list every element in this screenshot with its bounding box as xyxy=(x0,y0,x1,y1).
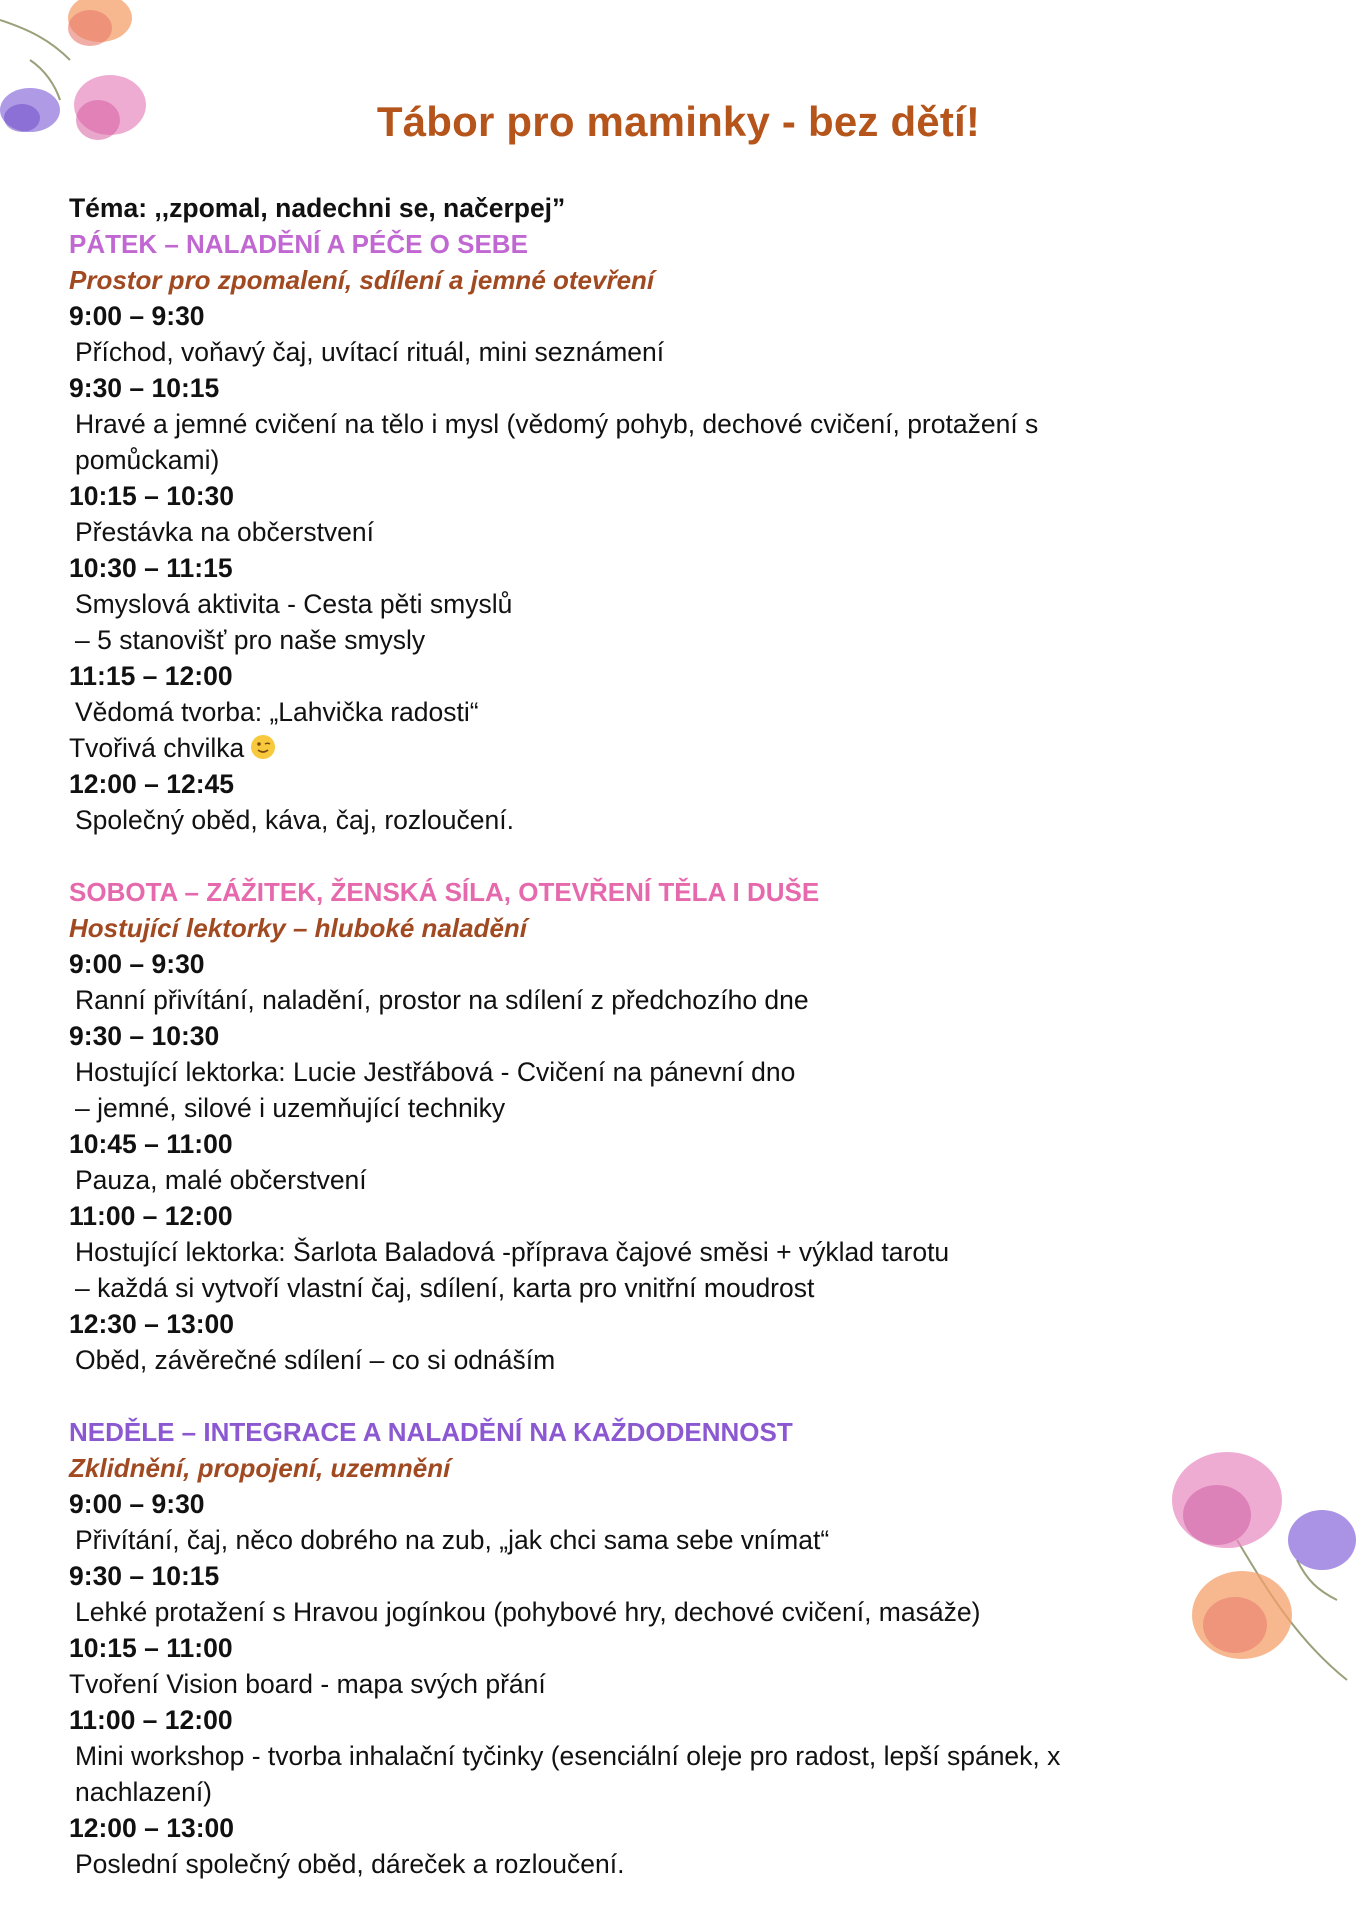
time-slot: 12:00 – 12:45 xyxy=(69,769,235,799)
activity-description: Pauza, malé občerstvení xyxy=(75,1165,367,1195)
activity-description: Společný oběd, káva, čaj, rozloučení. xyxy=(75,805,514,835)
time-slot: 10:15 – 11:00 xyxy=(69,1633,233,1663)
day-subtitle: Hostující lektorky – hluboké naladění xyxy=(69,913,528,943)
activity-description: Tvořivá chvilka xyxy=(69,733,245,763)
day-heading: NEDĚLE – INTEGRACE A NALADĚNÍ NA KAŽDODENNOST xyxy=(69,1417,793,1447)
time-slot: 10:30 – 11:15 xyxy=(69,553,233,583)
activity-description: Poslední společný oběd, dáreček a rozloučení. xyxy=(75,1849,625,1879)
time-slot: 9:30 – 10:30 xyxy=(69,1021,220,1051)
theme-line: Téma: ,,zpomal, nadechni se, načerpej” xyxy=(69,193,566,223)
activity-description: Mini workshop - tvorba inhalační tyčinky (esenciální oleje pro radost, lepší spánek, x nachlazení) xyxy=(75,1741,1061,1807)
wink-emoji-icon xyxy=(250,734,276,760)
time-slot: 10:15 – 10:30 xyxy=(69,481,235,511)
time-slot: 9:00 – 9:30 xyxy=(69,949,205,979)
activity-description: Lehké protažení s Hravou jogínkou (pohybové hry, dechové cvičení, masáže) xyxy=(75,1597,981,1627)
time-slot: 9:00 – 9:30 xyxy=(69,1489,205,1519)
time-slot: 11:00 – 12:00 xyxy=(69,1201,233,1231)
activity-description: – 5 stanovišť pro naše smysly xyxy=(75,625,426,655)
activity-description: Oběd, závěrečné sdílení – co si odnáším xyxy=(75,1345,556,1375)
activity-description: – každá si vytvoří vlastní čaj, sdílení, karta pro vnitřní moudrost xyxy=(75,1273,815,1303)
activity-description: Tvoření Vision board - mapa svých přání xyxy=(69,1669,546,1699)
activity-description: Smyslová aktivita - Cesta pěti smyslů xyxy=(75,589,513,619)
page-title: Tábor pro maminky - bez dětí! xyxy=(376,98,981,145)
activity-description: Příchod, voňavý čaj, uvítací rituál, mini seznámení xyxy=(75,337,665,367)
time-slot: 12:30 – 13:00 xyxy=(69,1309,235,1339)
day-heading: PÁTEK – NALADĚNÍ A PÉČE O SEBE xyxy=(69,229,528,259)
friday-section xyxy=(69,226,1179,838)
activity-description: Hostující lektorka: Lucie Jestřábová - Cvičení na pánevní dno xyxy=(75,1057,796,1087)
time-slot: 9:30 – 10:15 xyxy=(69,1561,220,1591)
activity-description: Hostující lektorka: Šarlota Baladová -příprava čajové směsi + výklad tarotu xyxy=(75,1237,950,1267)
section-spacer xyxy=(69,838,1179,874)
activity-description: Přestávka na občerstvení xyxy=(75,517,375,547)
section-spacer xyxy=(69,1378,1179,1414)
activity-description: – jemné, silové i uzemňující techniky xyxy=(75,1093,506,1123)
sunday-section xyxy=(69,1414,1179,1882)
time-slot: 12:00 – 13:00 xyxy=(69,1813,235,1843)
activity-description: Ranní přivítání, naladění, prostor na sdílení z předchozího dne xyxy=(75,985,809,1015)
time-slot: 9:30 – 10:15 xyxy=(69,373,220,403)
activity-description: Přivítání, čaj, něco dobrého na zub, „jak chci sama sebe vnímat“ xyxy=(75,1525,830,1555)
time-slot: 11:15 – 12:00 xyxy=(69,661,233,691)
saturday-section xyxy=(69,874,1179,1378)
activity-description-row xyxy=(69,730,1179,766)
day-heading: SOBOTA – ZÁŽITEK, ŽENSKÁ SÍLA, OTEVŘENÍ TĚLA I DUŠE xyxy=(69,877,820,907)
time-slot: 9:00 – 9:30 xyxy=(69,301,205,331)
time-slot: 10:45 – 11:00 xyxy=(69,1129,233,1159)
schedule-document xyxy=(69,190,1179,1882)
day-subtitle: Prostor pro zpomalení, sdílení a jemné otevření xyxy=(69,265,655,295)
time-slot: 11:00 – 12:00 xyxy=(69,1705,233,1735)
activity-description: Vědomá tvorba: „Lahvička radosti“ xyxy=(75,697,479,727)
day-subtitle: Zklidnění, propojení, uzemnění xyxy=(69,1453,451,1483)
activity-description: Hravé a jemné cvičení na tělo i mysl (vědomý pohyb, dechové cvičení, protažení s pomůckami) xyxy=(75,409,1039,475)
